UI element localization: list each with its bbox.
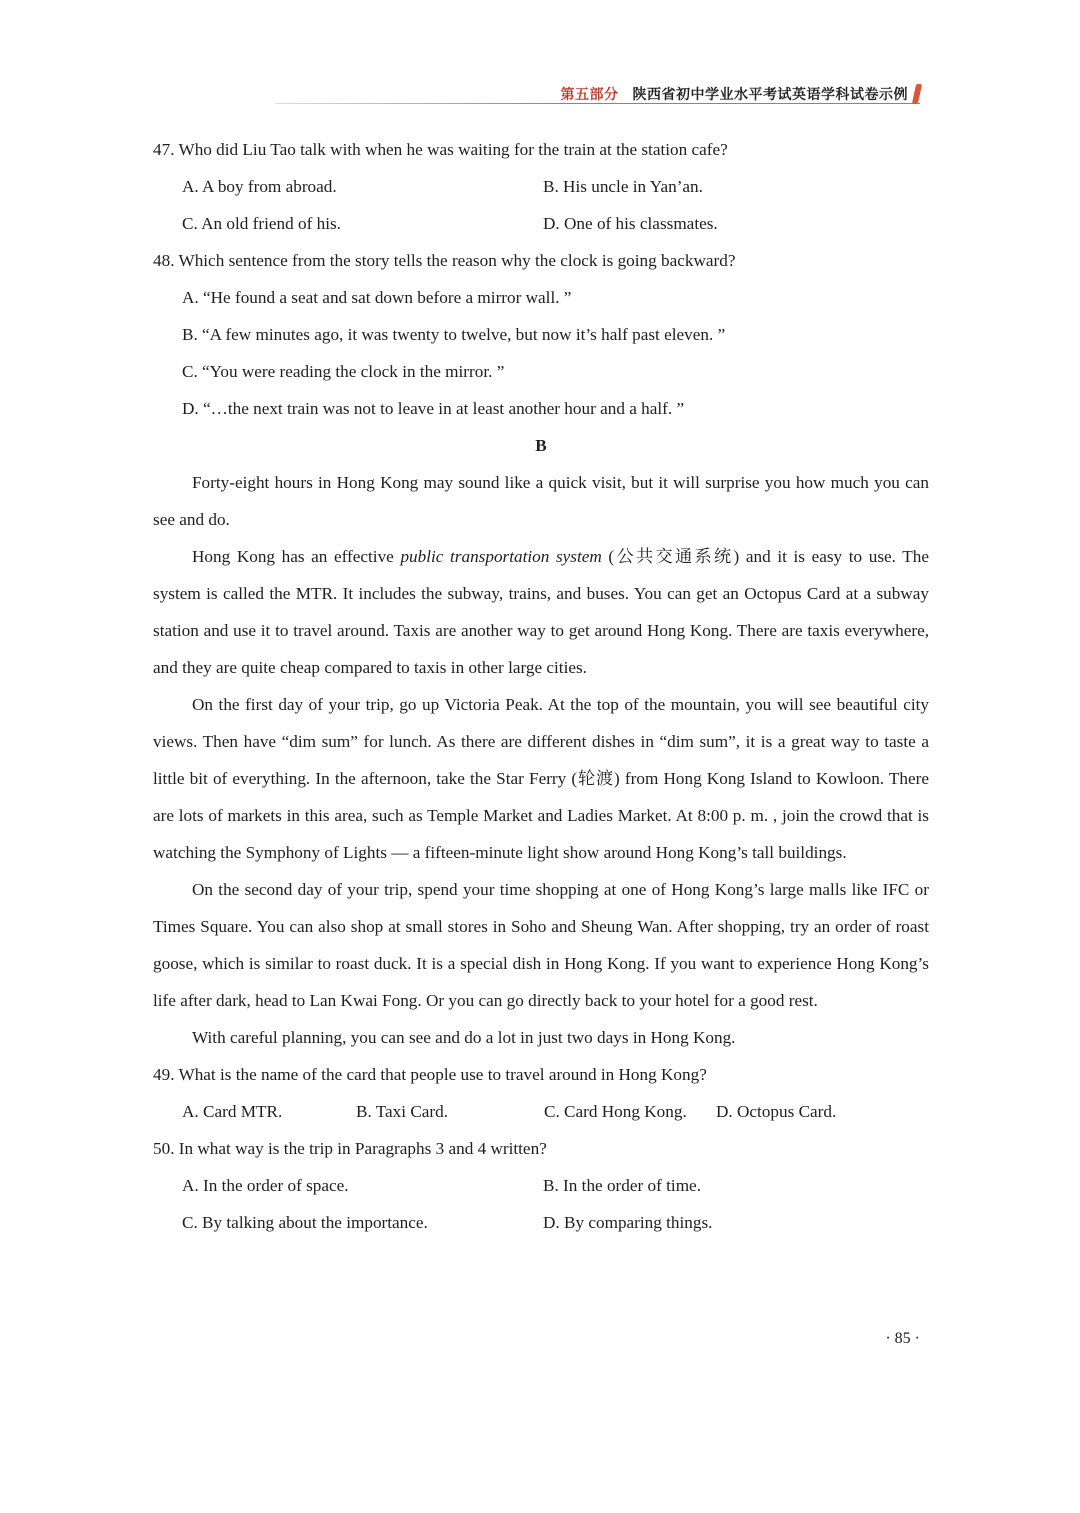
paragraph-2-italic-term: public transportation system	[400, 547, 602, 566]
header-title: 陕西省初中学业水平考试英语学科试卷示例	[632, 88, 908, 103]
option-48-d: D. “…the next train was not to leave in at least another hour and a half. ”	[182, 399, 685, 418]
option-47-d: D. One of his classmates.	[543, 214, 718, 233]
page-content	[153, 131, 929, 1241]
option-47-c: C. An old friend of his.	[182, 214, 341, 233]
option-48-c: C. “You were reading the clock in the mirror. ”	[182, 362, 505, 381]
paragraph-2-text-b: (公共交通系统) and it is easy to use. The system is called the MTR. It includes the subway, trains, and buses. You can get an Octopus Card at a subway station and use it to travel around. Taxis are another way to get around Hong Kong. There are taxis everywhere, and they are quite cheap compared to taxis in other large cities.	[153, 547, 929, 677]
option-50-a: A. In the order of space.	[182, 1176, 349, 1195]
passage-paragraph-4: On the second day of your trip, spend your time shopping at one of Hong Kong’s large malls like IFC or Times Square. You can also shop at small stores in Soho and Sheung Wan. After shopping, try an order of roast goose, which is similar to roast duck. It is a special dish in Hong Kong. If you want to experience Hong Kong’s life after dark, head to Lan Kwai Fong. Or you can go directly back to your hotel for a good rest.	[153, 880, 929, 1010]
question-49: 49. What is the name of the card that people use to travel around in Hong Kong?	[153, 1065, 707, 1084]
option-50-b: B. In the order of time.	[543, 1176, 701, 1195]
header-section: 第五部分	[560, 88, 619, 103]
passage-paragraph-2	[153, 538, 929, 686]
section-heading-b: B	[535, 436, 547, 455]
question-49-options	[153, 1093, 929, 1130]
header-accent-icon	[912, 84, 922, 104]
question-48: 48. Which sentence from the story tells the reason why the clock is going backward?	[153, 251, 736, 270]
passage-paragraph-5: With careful planning, you can see and do a lot in just two days in Hong Kong.	[192, 1028, 736, 1047]
option-47-b: B. His uncle in Yan’an.	[543, 177, 703, 196]
option-49-b: B. Taxi Card.	[356, 1102, 449, 1121]
passage-paragraph-1: Forty-eight hours in Hong Kong may sound like a quick visit, but it will surprise you how much you can see and do.	[153, 473, 929, 529]
question-50-options-row-1	[153, 1167, 929, 1204]
option-48-a: A. “He found a seat and sat down before a mirror wall. ”	[182, 288, 572, 307]
option-49-d: D. Octopus Card.	[716, 1102, 837, 1121]
question-47-options-row-2	[153, 205, 929, 242]
passage-paragraph-3: On the first day of your trip, go up Victoria Peak. At the top of the mountain, you will see beautiful city views. Then have “dim sum” for lunch. As there are different dishes in “dim sum”, it is a great way to taste a little bit of everything. In the afternoon, take the Star Ferry (轮渡) from Hong Kong Island to Kowloon. There are lots of markets in this area, such as Temple Market and Ladies Market. At 8:00 p. m. , join the crowd that is watching the Symphony of Lights — a fifteen-minute light show around Hong Kong’s tall buildings.	[153, 695, 929, 862]
running-header	[560, 84, 920, 104]
option-50-c: C. By talking about the importance.	[182, 1213, 428, 1232]
question-47: 47. Who did Liu Tao talk with when he was waiting for the train at the station cafe?	[153, 140, 728, 159]
question-47-options-row-1	[153, 168, 929, 205]
option-49-c: C. Card Hong Kong.	[544, 1102, 687, 1121]
page-number: · 85 ·	[885, 1330, 920, 1347]
option-49-a: A. Card MTR.	[182, 1102, 283, 1121]
option-47-a: A. A boy from abroad.	[182, 177, 337, 196]
question-50-options-row-2	[153, 1204, 929, 1241]
option-48-b: B. “A few minutes ago, it was twenty to twelve, but now it’s half past eleven. ”	[182, 325, 726, 344]
paragraph-2-text-a: Hong Kong has an effective	[192, 547, 401, 566]
option-50-d: D. By comparing things.	[543, 1213, 713, 1232]
question-50: 50. In what way is the trip in Paragraphs 3 and 4 written?	[153, 1139, 547, 1158]
